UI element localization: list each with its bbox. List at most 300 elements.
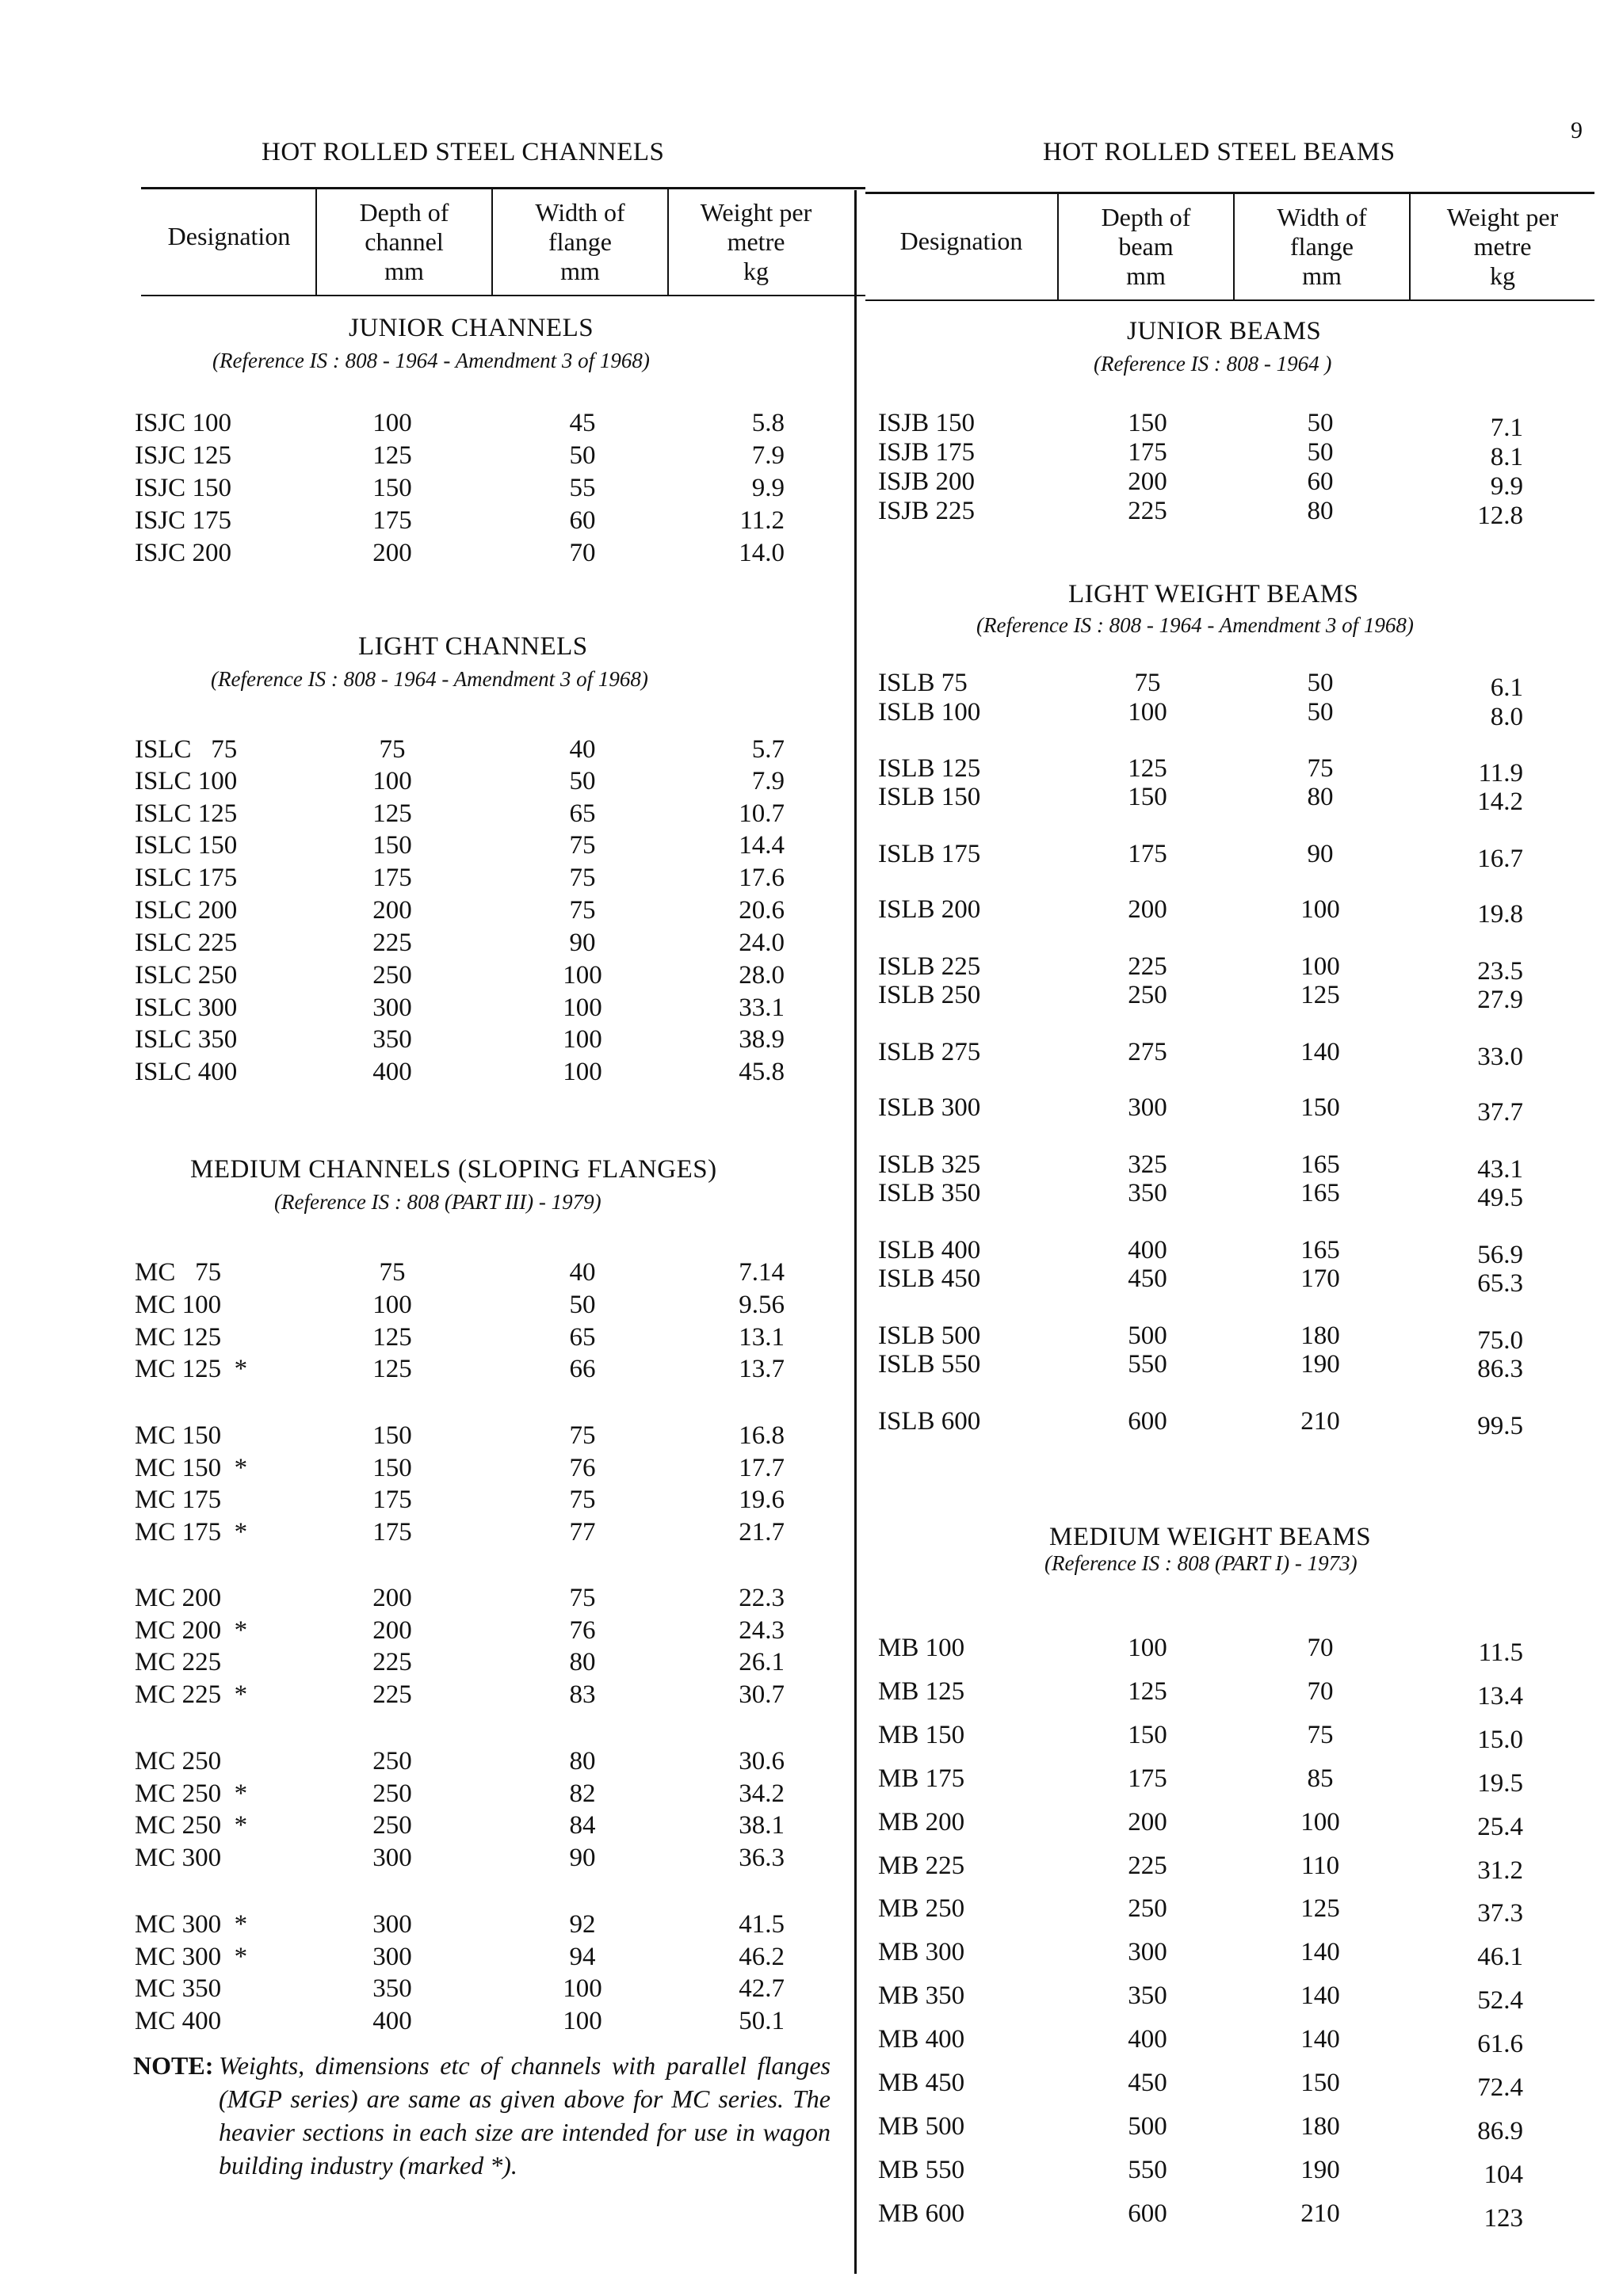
table-row — [0, 1806, 1623, 1841]
table-row — [0, 2023, 1623, 2058]
table-row — [0, 1980, 1623, 2015]
depth-cell: 125 — [372, 1355, 412, 1383]
width-cell: 84 — [569, 1811, 596, 1840]
table-row — [0, 1719, 1623, 1754]
width-cell: 90 — [569, 929, 596, 957]
width-cell: 82 — [569, 1779, 596, 1808]
depth-cell: 450 — [1128, 2069, 1167, 2097]
weight-cell: 5.7 — [751, 735, 785, 764]
width-cell: 75 — [569, 1584, 596, 1612]
table-row — [0, 407, 1623, 442]
table-row — [0, 1036, 1623, 1071]
width-cell: 125 — [1300, 981, 1340, 1009]
width-cell: 85 — [1307, 1764, 1334, 1793]
depth-cell: 75 — [1134, 669, 1161, 697]
designation-cell: ISJC 100 — [135, 409, 231, 437]
depth-cell: 400 — [1128, 1236, 1167, 1264]
designation-cell: MB 125 — [878, 1677, 965, 1706]
designation-cell: MB 225 — [878, 1852, 965, 1880]
depth-cell: 100 — [372, 1291, 412, 1319]
width-cell: 190 — [1300, 1350, 1340, 1379]
depth-cell: 225 — [1128, 497, 1167, 525]
depth-cell: 450 — [1128, 1264, 1167, 1293]
table-row — [0, 2198, 1623, 2233]
designation-cell: MB 350 — [878, 1981, 965, 2010]
beams-header-depth: Depth of beam mm — [1101, 203, 1191, 290]
weight-cell: 86.3 — [1477, 1355, 1523, 1383]
designation-cell: MC 175 * — [135, 1518, 248, 1547]
designation-cell: ISLB 400 — [878, 1236, 981, 1264]
table-row — [0, 1936, 1623, 1971]
light-beams-title: LIGHT WEIGHT BEAMS — [1068, 580, 1359, 608]
depth-cell: 75 — [379, 735, 406, 764]
width-cell: 75 — [569, 831, 596, 860]
depth-cell: 150 — [372, 1454, 412, 1482]
table-row — [0, 2111, 1623, 2145]
designation-cell: ISLB 450 — [878, 1264, 981, 1293]
width-cell: 165 — [1300, 1179, 1340, 1207]
weight-cell: 46.2 — [739, 1943, 785, 1971]
depth-cell: 200 — [1128, 1808, 1167, 1836]
weight-cell: 14.0 — [739, 539, 785, 567]
designation-cell: MB 300 — [878, 1938, 965, 1966]
table-row — [0, 466, 1623, 501]
depth-cell: 350 — [1128, 1179, 1167, 1207]
depth-cell: 175 — [1128, 438, 1167, 467]
depth-cell: 200 — [372, 1584, 412, 1612]
width-cell: 125 — [1300, 1894, 1340, 1923]
weight-cell: 72.4 — [1477, 2073, 1523, 2102]
weight-cell: 43.1 — [1477, 1155, 1523, 1184]
weight-cell: 56.9 — [1477, 1241, 1523, 1269]
width-cell: 140 — [1300, 2025, 1340, 2054]
width-cell: 150 — [1300, 2069, 1340, 2097]
beams-title: HOT ROLLED STEEL BEAMS — [1043, 138, 1396, 166]
designation-cell: MB 100 — [878, 1634, 965, 1662]
junior-channels-title: JUNIOR CHANNELS — [349, 314, 594, 342]
medium-channels-reference: (Reference IS : 808 (PART III) - 1979) — [274, 1190, 601, 1214]
depth-cell: 225 — [372, 929, 412, 957]
table-row — [0, 1632, 1623, 1667]
depth-cell: 125 — [372, 1323, 412, 1352]
designation-cell: ISLC 400 — [135, 1058, 238, 1086]
designation-cell: ISLC 200 — [135, 896, 238, 925]
width-cell: 110 — [1300, 1852, 1340, 1880]
width-cell: 80 — [1307, 783, 1334, 811]
weight-cell: 20.6 — [739, 896, 785, 925]
depth-cell: 75 — [379, 1258, 406, 1287]
width-cell: 77 — [569, 1518, 596, 1547]
width-cell: 65 — [569, 799, 596, 828]
width-cell: 210 — [1300, 2199, 1340, 2228]
designation-cell: ISLC 150 — [135, 831, 238, 860]
weight-cell: 7.14 — [739, 1258, 785, 1287]
weight-cell: 19.5 — [1477, 1769, 1523, 1798]
depth-cell: 175 — [372, 1486, 412, 1514]
light-channels-reference: (Reference IS : 808 - 1964 - Amendment 3 of 1968) — [211, 667, 648, 691]
width-cell: 66 — [569, 1355, 596, 1383]
weight-cell: 27.9 — [1477, 986, 1523, 1014]
weight-cell: 13.7 — [739, 1355, 785, 1383]
weight-cell: 19.6 — [739, 1486, 785, 1514]
weight-cell: 22.3 — [739, 1584, 785, 1612]
width-cell: 70 — [1307, 1677, 1334, 1706]
table-row — [0, 1582, 1623, 1614]
designation-cell: ISJC 175 — [135, 506, 231, 535]
designation-cell: MC 150 * — [135, 1454, 248, 1482]
weight-cell: 7.9 — [751, 767, 785, 795]
depth-cell: 200 — [372, 1616, 412, 1645]
designation-cell: MC 300 — [135, 1844, 222, 1872]
table-row — [0, 1177, 1623, 1212]
table-row — [0, 437, 1623, 471]
weight-cell: 17.7 — [739, 1454, 785, 1482]
width-cell: 180 — [1300, 1322, 1340, 1350]
depth-cell: 175 — [1128, 840, 1167, 868]
width-cell: 55 — [569, 474, 596, 502]
weight-cell: 31.2 — [1477, 1856, 1523, 1885]
table-row — [0, 894, 1623, 929]
weight-cell: 9.9 — [1490, 472, 1523, 501]
depth-cell: 400 — [372, 2007, 412, 2035]
depth-cell: 275 — [1128, 1038, 1167, 1066]
weight-cell: 7.1 — [1490, 414, 1523, 442]
depth-cell: 175 — [1128, 1764, 1167, 1793]
designation-cell: ISLB 250 — [878, 981, 981, 1009]
weight-cell: 9.9 — [751, 474, 785, 502]
depth-cell: 300 — [1128, 1093, 1167, 1122]
weight-cell: 25.4 — [1477, 1813, 1523, 1841]
designation-cell: ISLB 500 — [878, 1322, 981, 1350]
weight-cell: 16.7 — [1477, 845, 1523, 873]
table-row — [0, 1676, 1623, 1711]
width-cell: 140 — [1300, 1038, 1340, 1066]
width-cell: 75 — [569, 1421, 596, 1450]
designation-cell: ISLB 350 — [878, 1179, 981, 1207]
depth-cell: 550 — [1128, 1350, 1167, 1379]
width-cell: 76 — [569, 1454, 596, 1482]
table-row — [0, 537, 1623, 569]
designation-cell: ISLB 150 — [878, 783, 981, 811]
weight-cell: 11.2 — [739, 506, 785, 535]
note-text: Weights, dimensions etc of channels with parallel flanges (MGP series) are same as given above for MC series. The heavier sections in each size are intended for use in wagon building industry (marked *). — [219, 2051, 831, 2180]
weight-cell: 46.1 — [1477, 1943, 1523, 1971]
beams-header-top-rule — [865, 192, 1594, 194]
table-row — [0, 1234, 1623, 1269]
designation-cell: MB 400 — [878, 2025, 965, 2054]
depth-cell: 400 — [1128, 2025, 1167, 2054]
designation-cell: MB 550 — [878, 2156, 965, 2184]
weight-cell: 15.0 — [1477, 1726, 1523, 1754]
width-cell: 40 — [569, 735, 596, 764]
weight-cell: 38.1 — [739, 1811, 785, 1840]
width-cell: 100 — [563, 1974, 602, 2003]
width-cell: 90 — [1307, 840, 1334, 868]
depth-cell: 150 — [1128, 783, 1167, 811]
designation-cell: ISLC 75 — [135, 735, 238, 764]
width-cell: 50 — [1307, 409, 1334, 437]
weight-cell: 41.5 — [739, 1910, 785, 1939]
designation-cell: MC 225 — [135, 1648, 222, 1676]
weight-cell: 104 — [1484, 2161, 1523, 2189]
designation-cell: ISLB 200 — [878, 895, 981, 924]
designation-cell: MB 150 — [878, 1721, 965, 1749]
depth-cell: 350 — [372, 1025, 412, 1054]
width-cell: 76 — [569, 1616, 596, 1645]
weight-cell: 17.6 — [739, 864, 785, 892]
weight-cell: 11.9 — [1478, 759, 1523, 788]
depth-cell: 100 — [372, 767, 412, 795]
weight-cell: 13.4 — [1477, 1682, 1523, 1711]
depth-cell: 325 — [1128, 1150, 1167, 1179]
designation-cell: MB 200 — [878, 1808, 965, 1836]
table-row — [0, 753, 1623, 788]
designation-cell: ISLC 225 — [135, 929, 238, 957]
designation-cell: ISJC 200 — [135, 539, 231, 567]
depth-cell: 100 — [1128, 1634, 1167, 1662]
width-cell: 80 — [1307, 497, 1334, 525]
weight-cell: 9.56 — [739, 1291, 785, 1319]
designation-cell: ISJC 150 — [135, 474, 231, 502]
weight-cell: 11.5 — [1478, 1638, 1523, 1667]
table-row — [0, 1850, 1623, 1885]
depth-cell: 300 — [372, 1844, 412, 1872]
depth-cell: 150 — [372, 831, 412, 860]
table-row — [0, 1484, 1623, 1516]
weight-cell: 6.1 — [1490, 673, 1523, 702]
depth-cell: 225 — [372, 1648, 412, 1676]
weight-cell: 36.3 — [739, 1844, 785, 1872]
width-cell: 60 — [1307, 467, 1334, 496]
width-cell: 165 — [1300, 1150, 1340, 1179]
width-cell: 75 — [569, 896, 596, 925]
weight-cell: 14.4 — [739, 831, 785, 860]
designation-cell: MB 600 — [878, 2199, 965, 2228]
weight-cell: 28.0 — [739, 961, 785, 990]
designation-cell: MC 200 * — [135, 1616, 248, 1645]
depth-cell: 550 — [1128, 2156, 1167, 2184]
channels-header-bottom-rule — [141, 295, 865, 296]
designation-cell: ISJB 200 — [878, 467, 975, 496]
junior-beams-title: JUNIOR BEAMS — [1127, 317, 1322, 345]
width-cell: 80 — [569, 1747, 596, 1775]
depth-cell: 125 — [372, 441, 412, 470]
channels-title: HOT ROLLED STEEL CHANNELS — [262, 138, 665, 166]
width-cell: 100 — [563, 1058, 602, 1086]
weight-cell: 14.2 — [1477, 788, 1523, 816]
designation-cell: MB 500 — [878, 2112, 965, 2141]
designation-cell: MB 250 — [878, 1894, 965, 1923]
designation-cell: MB 175 — [878, 1764, 965, 1793]
weight-cell: 42.7 — [739, 1974, 785, 2003]
designation-cell: ISLC 350 — [135, 1025, 238, 1054]
designation-cell: ISLB 300 — [878, 1093, 981, 1122]
weight-cell: 12.8 — [1477, 502, 1523, 530]
designation-cell: MC 175 — [135, 1486, 222, 1514]
depth-cell: 350 — [372, 1974, 412, 2003]
weight-cell: 23.5 — [1477, 957, 1523, 986]
width-cell: 83 — [569, 1680, 596, 1709]
light-channels-title: LIGHT CHANNELS — [358, 632, 588, 661]
depth-cell: 400 — [372, 1058, 412, 1086]
table-row — [0, 1092, 1623, 1127]
weight-cell: 75.0 — [1477, 1326, 1523, 1355]
table-row — [0, 1452, 1623, 1484]
weight-cell: 13.1 — [739, 1323, 785, 1352]
designation-cell: ISLB 225 — [878, 952, 981, 981]
width-cell: 100 — [563, 1025, 602, 1054]
table-row — [0, 696, 1623, 731]
designation-cell: MC 100 — [135, 1291, 222, 1319]
medium-beams-reference: (Reference IS : 808 (PART I) - 1973) — [1044, 1551, 1358, 1575]
weight-cell: 33.1 — [739, 994, 785, 1022]
table-row — [0, 1516, 1623, 1548]
depth-cell: 300 — [372, 1943, 412, 1971]
width-cell: 165 — [1300, 1236, 1340, 1264]
designation-cell: MC 125 * — [135, 1355, 248, 1383]
weight-cell: 8.0 — [1490, 703, 1523, 731]
designation-cell: ISJB 150 — [878, 409, 975, 437]
designation-cell: ISLC 100 — [135, 767, 238, 795]
designation-cell: ISLB 325 — [878, 1150, 981, 1179]
weight-cell: 37.3 — [1477, 1899, 1523, 1928]
channels-header-top-rule — [141, 187, 865, 189]
depth-cell: 125 — [1128, 754, 1167, 783]
designation-cell: ISLC 300 — [135, 994, 238, 1022]
light-beams-reference: (Reference IS : 808 - 1964 - Amendment 3 of 1968) — [976, 613, 1414, 637]
depth-cell: 600 — [1128, 1407, 1167, 1436]
weight-cell: 123 — [1484, 2204, 1523, 2233]
medium-beams-title: MEDIUM WEIGHT BEAMS — [1049, 1523, 1372, 1551]
width-cell: 170 — [1300, 1264, 1340, 1293]
depth-cell: 500 — [1128, 2112, 1167, 2141]
depth-cell: 150 — [1128, 1721, 1167, 1749]
depth-cell: 225 — [1128, 952, 1167, 981]
depth-cell: 250 — [372, 1811, 412, 1840]
table-row — [0, 2067, 1623, 2102]
weight-cell: 30.7 — [739, 1680, 785, 1709]
depth-cell: 100 — [372, 409, 412, 437]
depth-cell: 125 — [1128, 1677, 1167, 1706]
designation-cell: ISLB 100 — [878, 698, 981, 727]
depth-cell: 300 — [1128, 1938, 1167, 1966]
weight-cell: 34.2 — [739, 1779, 785, 1808]
designation-cell: ISJB 225 — [878, 497, 975, 525]
depth-cell: 225 — [1128, 1852, 1167, 1880]
weight-cell: 24.3 — [739, 1616, 785, 1645]
note-label: NOTE: — [133, 2051, 214, 2080]
width-cell: 70 — [1307, 1634, 1334, 1662]
designation-cell: ISLB 175 — [878, 840, 981, 868]
depth-cell: 200 — [372, 539, 412, 567]
depth-cell: 350 — [1128, 1981, 1167, 2010]
weight-cell: 45.8 — [739, 1058, 785, 1086]
weight-cell: 19.8 — [1477, 900, 1523, 929]
designation-cell: MC 300 * — [135, 1910, 248, 1939]
width-cell: 50 — [569, 767, 596, 795]
depth-cell: 150 — [372, 1421, 412, 1450]
width-cell: 70 — [569, 539, 596, 567]
weight-cell: 65.3 — [1477, 1269, 1523, 1298]
weight-cell: 33.0 — [1477, 1043, 1523, 1071]
depth-cell: 200 — [1128, 467, 1167, 496]
designation-cell: ISLB 600 — [878, 1407, 981, 1436]
designation-cell: MC 250 * — [135, 1811, 248, 1840]
depth-cell: 300 — [372, 1910, 412, 1939]
width-cell: 100 — [1300, 952, 1340, 981]
weight-cell: 30.6 — [739, 1747, 785, 1775]
table-row — [0, 951, 1623, 986]
table-row — [0, 2154, 1623, 2189]
depth-cell: 600 — [1128, 2199, 1167, 2228]
depth-cell: 200 — [1128, 895, 1167, 924]
beams-header-designation: Designation — [899, 227, 1023, 255]
depth-cell: 225 — [372, 1680, 412, 1709]
weight-cell: 21.7 — [739, 1518, 785, 1547]
table-row — [0, 667, 1623, 702]
width-cell: 50 — [569, 441, 596, 470]
width-cell: 50 — [1307, 669, 1334, 697]
depth-cell: 100 — [1128, 698, 1167, 727]
table-row — [0, 979, 1623, 1014]
weight-cell: 50.1 — [739, 2007, 785, 2035]
width-cell: 80 — [569, 1648, 596, 1676]
width-cell: 60 — [569, 506, 596, 535]
table-row — [0, 1763, 1623, 1798]
designation-cell: MC 350 — [135, 1974, 222, 2003]
table-row — [0, 838, 1623, 873]
weight-cell: 52.4 — [1477, 1986, 1523, 2015]
width-cell: 100 — [563, 961, 602, 990]
width-cell: 45 — [569, 409, 596, 437]
width-cell: 100 — [1300, 1808, 1340, 1836]
depth-cell: 175 — [372, 506, 412, 535]
medium-channels-title: MEDIUM CHANNELS (SLOPING FLANGES) — [190, 1155, 717, 1184]
designation-cell: ISLC 250 — [135, 961, 238, 990]
weight-cell: 8.1 — [1490, 443, 1523, 471]
beams-header-bottom-rule — [865, 299, 1594, 301]
width-cell: 92 — [569, 1910, 596, 1939]
width-cell: 40 — [569, 1258, 596, 1287]
designation-cell: ISLB 75 — [878, 669, 968, 697]
depth-cell: 250 — [372, 1747, 412, 1775]
depth-cell: 175 — [372, 864, 412, 892]
designation-cell: MC 250 * — [135, 1779, 248, 1808]
weight-cell: 5.8 — [751, 409, 785, 437]
width-cell: 100 — [1300, 895, 1340, 924]
weight-cell: 61.6 — [1477, 2030, 1523, 2058]
depth-cell: 150 — [1128, 409, 1167, 437]
width-cell: 75 — [569, 864, 596, 892]
width-cell: 140 — [1300, 1938, 1340, 1966]
table-row — [0, 1320, 1623, 1355]
designation-cell: MC 300 * — [135, 1943, 248, 1971]
depth-cell: 250 — [1128, 981, 1167, 1009]
depth-cell: 500 — [1128, 1322, 1167, 1350]
weight-cell: 49.5 — [1477, 1184, 1523, 1212]
designation-cell: ISLC 125 — [135, 799, 238, 828]
designation-cell: MC 150 — [135, 1421, 222, 1450]
channels-header-width: Width of flange mm — [535, 198, 625, 285]
beams-header-weight: Weight per metre kg — [1446, 203, 1559, 290]
designation-cell: MC 200 — [135, 1584, 222, 1612]
depth-cell: 300 — [372, 994, 412, 1022]
width-cell: 50 — [1307, 438, 1334, 467]
designation-cell: ISLB 550 — [878, 1350, 981, 1379]
width-cell: 65 — [569, 1323, 596, 1352]
depth-cell: 250 — [372, 1779, 412, 1808]
designation-cell: MB 450 — [878, 2069, 965, 2097]
